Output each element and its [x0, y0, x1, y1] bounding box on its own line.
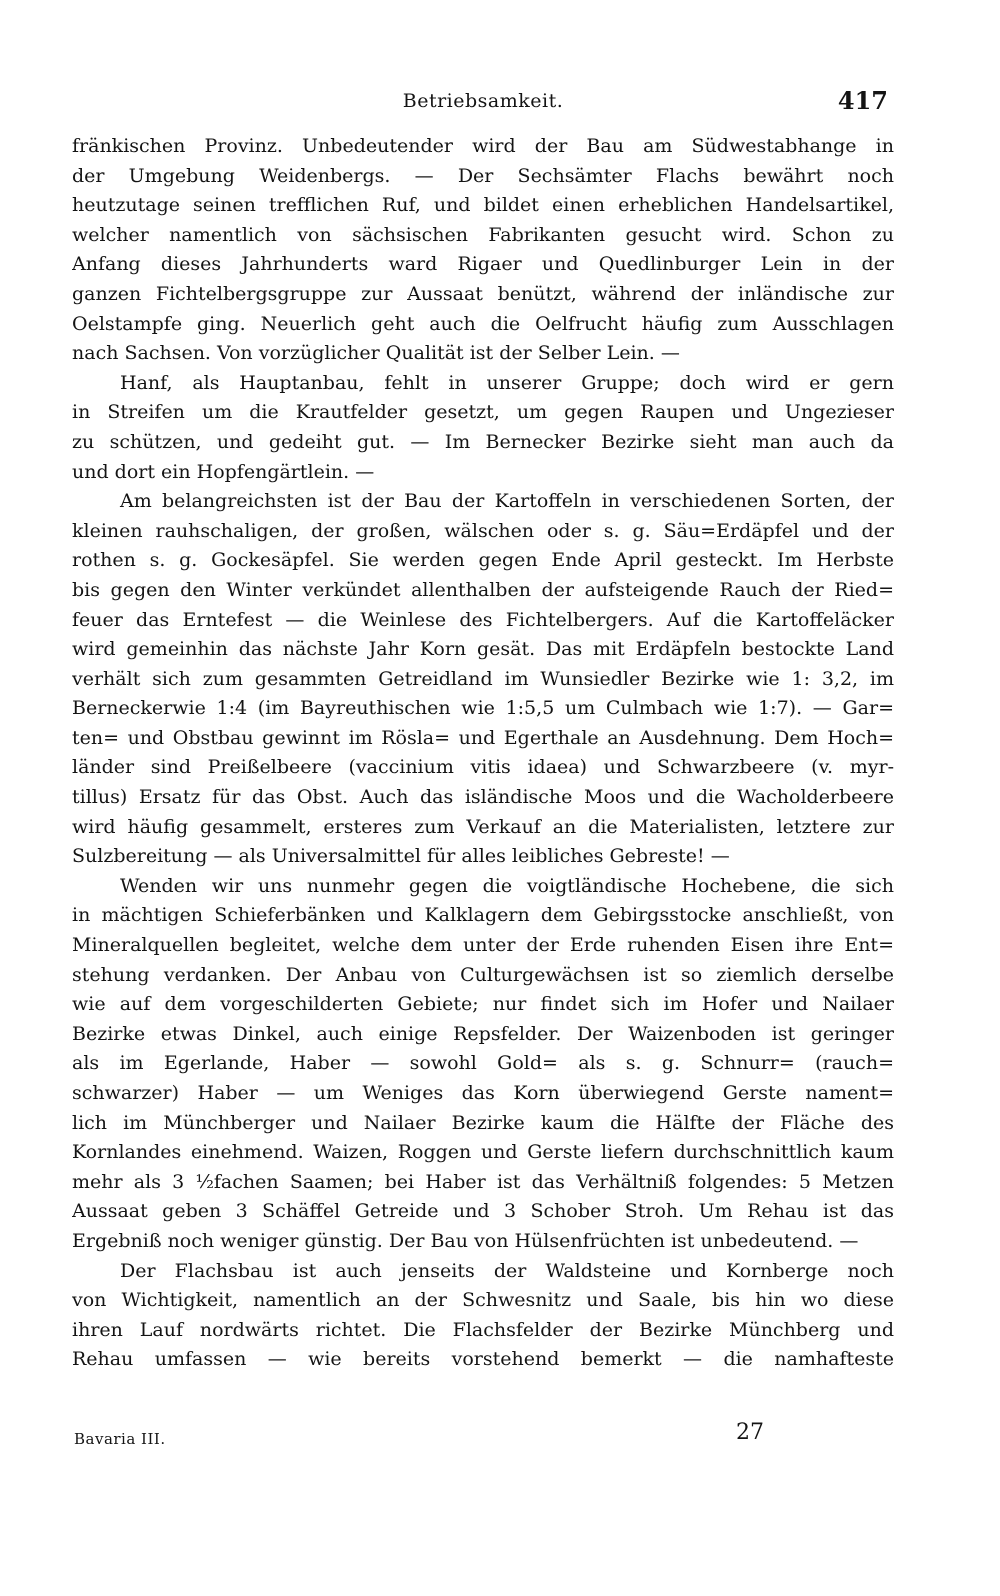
text-line: ganzen Fichtelbergsgruppe zur Aussaat benützt, während der inländische zur	[72, 282, 894, 305]
text-line: feuer das Erntefest — die Weinlese des Fichtelbergers. Auf die Kartoffeläcker	[72, 608, 894, 631]
text-line: Am belangreichsten ist der Bau der Kartoffeln in verschiedenen Sorten, der	[120, 490, 894, 513]
text-line: als im Egerlande, Haber — sowohl Gold= als s. g. Schnurr= (rauch=	[72, 1052, 894, 1075]
text-line: stehung verdanken. Der Anbau von Culturgewächsen ist so ziemlich derselbe	[72, 963, 894, 986]
page-footer	[72, 1416, 894, 1456]
text-line: in mächtigen Schieferbänken und Kalklagern dem Gebirgsstocke anschließt, von	[72, 904, 894, 927]
text-line: welcher namentlich von sächsischen Fabrikanten gesucht wird. Schon zu	[72, 223, 894, 246]
text-line: Aussaat geben 3 Schäffel Getreide und 3 Schober Stroh. Um Rehau ist das	[72, 1200, 894, 1223]
text-line: Wenden wir uns nunmehr gegen die voigtländische Hochebene, die sich	[120, 874, 894, 897]
text-line: kleinen rauhschaligen, der großen, wälschen oder s. g. Säu=Erdäpfel und der	[72, 519, 894, 542]
text-line: Anfang dieses Jahrhunderts ward Rigaer und Quedlinburger Lein in der	[72, 253, 894, 276]
text-line: länder sind Preißelbeere (vaccinium vitis idaea) und Schwarzbeere (v. myr-	[72, 756, 894, 779]
text-line: zu schützen, und gedeiht gut. — Im Bernecker Bezirke sieht man auch da	[72, 430, 894, 453]
text-line: schwarzer) Haber — um Weniges das Korn überwiegend Gerste nament=	[72, 1082, 894, 1104]
text-line: tillus) Ersatz für das Obst. Auch das isländische Moos und die Wacholderbeere	[72, 786, 894, 809]
text-line: der Umgebung Weidenbergs. — Der Sechsämter Flachs bewährt noch	[72, 164, 894, 187]
text-line: Rehau umfassen — wie bereits vorstehend bemerkt — die namhafteste	[72, 1348, 894, 1371]
text-line: Sulzbereitung — als Universalmittel für alles leibliches Gebreste! —	[72, 845, 730, 868]
text-line: Kornlandes einehmend. Waizen, Roggen und Gerste liefern durchschnittlich kaum	[72, 1141, 894, 1164]
text-line: in Streifen um die Krautfelder gesetzt, um gegen Raupen und Ungezieser	[72, 401, 894, 424]
text-line: Mineralquellen begleitet, welche dem unter der Erde ruhenden Eisen ihre Ent=	[72, 934, 894, 957]
text-line: Berneckerwie 1:4 (im Bayreuthischen wie 1:5,5 um Culmbach wie 1:7). — Gar=	[72, 697, 894, 720]
body-text	[72, 132, 894, 1375]
text-line: verhält sich zum gesammten Getreidland im Wunsiedler Bezirke wie 1: 3,2, im	[72, 667, 894, 690]
text-line: bis gegen den Winter verkündet allenthalben der aufsteigende Rauch der Ried=	[72, 578, 894, 601]
text-line: Hanf, als Hauptanbau, fehlt in unserer Gruppe; doch wird er gern	[120, 371, 894, 394]
page-number: 417	[837, 86, 888, 115]
text-line: nach Sachsen. Von vorzüglicher Qualität ist der Selber Lein. —	[72, 342, 680, 365]
text-line: fränkischen Provinz. Unbedeutender wird der Bau am Südwestabhange in	[72, 135, 894, 157]
text-line: mehr als 3 ½fachen Saamen; bei Haber ist das Verhältniß folgendes: 5 Metzen	[72, 1170, 894, 1193]
text-line: wird gemeinhin das nächste Jahr Korn gesät. Das mit Erdäpfeln bestockte Land	[72, 638, 894, 661]
text-line: heutzutage seinen trefflichen Ruf, und bildet einen erheblichen Handelsartikel,	[72, 194, 894, 217]
text-line: von Wichtigkeit, namentlich an der Schwesnitz und Saale, bis hin wo diese	[72, 1289, 894, 1312]
text-line: Oelstampfe ging. Neuerlich geht auch die Oelfrucht häufig zum Ausschlagen	[72, 312, 894, 335]
running-head	[72, 84, 894, 118]
running-title: Betriebsamkeit.	[402, 90, 564, 112]
text-line: rothen s. g. Gockesäpfel. Sie werden gegen Ende April gesteckt. Im Herbste	[72, 549, 894, 572]
text-line: und dort ein Hopfengärtlein. —	[72, 460, 375, 483]
text-line: Der Flachsbau ist auch jenseits der Waldsteine und Kornberge noch	[120, 1259, 894, 1282]
signature-mark: Bavaria III.	[74, 1430, 166, 1448]
text-line: wird häufig gesammelt, ersteres zum Verkauf an die Materialisten, letztere zur	[72, 815, 894, 838]
text-line: Ergebniß noch weniger günstig. Der Bau von Hülsenfrüchten ist unbedeutend. —	[72, 1229, 859, 1252]
text-line: ihren Lauf nordwärts richtet. Die Flachsfelder der Bezirke Münchberg und	[72, 1318, 894, 1341]
text-line: ten= und Obstbau gewinnt im Rösla= und Egerthale an Ausdehnung. Dem Hoch=	[72, 726, 894, 749]
text-line: wie auf dem vorgeschilderten Gebiete; nur findet sich im Hofer und Nailaer	[72, 993, 894, 1016]
text-line: lich im Münchberger und Nailaer Bezirke kaum die Hälfte der Fläche des	[72, 1111, 894, 1134]
sheet-number: 27	[736, 1420, 764, 1445]
text-line: Bezirke etwas Dinkel, auch einige Repsfelder. Der Waizenboden ist geringer	[72, 1022, 894, 1045]
